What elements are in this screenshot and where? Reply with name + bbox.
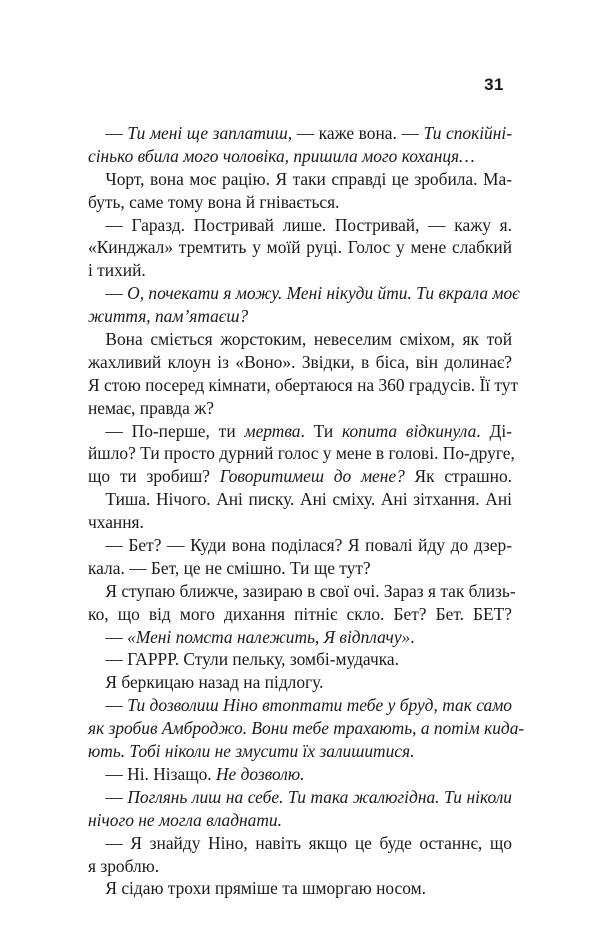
text-segment: Я ступаю ближче, зазираю в свої очі. Зараз я так близь- (105, 580, 516, 601)
text-segment: буть, саме тому вона й гнівається. (88, 191, 340, 212)
text-segment: — каже вона. — (292, 123, 424, 143)
text-line (88, 145, 512, 168)
italic-text-segment: ють. Тобі ніколи не змусити їх залишитися. (88, 741, 415, 762)
text-segment: — (105, 695, 128, 716)
text-line (88, 259, 512, 282)
page-number: 31 (484, 75, 504, 94)
text-line (88, 351, 512, 374)
text-line (88, 236, 512, 259)
text-segment: — (105, 283, 128, 304)
italic-text-segment: Говоритимеш до мене? (219, 466, 405, 487)
text-line (88, 122, 512, 145)
italic-text-segment: О, почекати я можу. Мені нікуди йти. Ти вкрала моє (127, 283, 520, 304)
text-line (88, 305, 512, 328)
text-line (88, 648, 512, 671)
text-segment: ко, що від мого дихання пітніє скло. Бет? Бет. БЕТ? (88, 603, 512, 624)
text-segment: йшло? Ти просто дурний голос у мене в голові. По-друге, (88, 443, 515, 464)
italic-text-segment: життя, пам’ятаєш? (88, 306, 249, 327)
text-line (88, 786, 512, 809)
text-segment: чхання. (88, 512, 144, 533)
text-line (88, 603, 512, 626)
text-segment: кала. — Бет, це не смішно. Ти ще тут? (88, 557, 371, 578)
text-line (88, 740, 512, 763)
text-line (88, 671, 512, 694)
text-segment: Чорт, вона моє рацію. Я таки справді це зробила. Ма- (105, 168, 512, 189)
text-line (88, 580, 516, 603)
text-segment: Тиша. Нічого. Ані писку. Ані сміху. Ані зітхання. Ані (105, 489, 512, 510)
text-segment: — Бет? — Куди вона поділася? Я повалі йду до дзер- (105, 535, 512, 556)
text-line (88, 488, 512, 511)
text-line (88, 694, 512, 717)
text-line (88, 420, 512, 443)
text-line (88, 191, 512, 214)
text-line (88, 534, 512, 557)
text-segment: — Ні. Нізащо. (105, 763, 216, 784)
text-segment: Я стою посеред кімнати, обертаюся на 360 градусів. Її тут (88, 374, 519, 395)
text-line (88, 397, 512, 420)
text-segment: — (105, 123, 128, 143)
text-segment: Як страшно. (404, 466, 513, 487)
text-segment: Я сідаю трохи пряміше та шморгаю носом. (105, 878, 426, 899)
text-line (88, 855, 512, 878)
italic-text-segment: копита відкинула (342, 420, 477, 441)
text-segment: я зроблю. (88, 855, 160, 876)
italic-text-segment: Ти спокійні- (423, 123, 513, 143)
italic-text-segment: нічого не могла владнати. (88, 809, 282, 830)
text-line (88, 832, 512, 855)
text-segment: . Ти (300, 420, 343, 441)
text-line (88, 877, 512, 900)
italic-text-segment: мертва (244, 420, 301, 441)
italic-text-segment: Поглянь лиш на себе. Ти така жалюгідна. Ти ніколи (127, 786, 512, 807)
italic-text-segment: Ти дозволиш Ніно втоптати тебе у бруд, так само (127, 695, 512, 716)
page-body-text (88, 122, 525, 900)
italic-text-segment: як зробив Амброджо. Вони тебе трахають, а потім кида- (88, 718, 525, 739)
text-line (88, 442, 515, 465)
text-line (88, 717, 525, 740)
text-line (88, 511, 512, 534)
text-line (88, 557, 512, 580)
text-segment: — Гаразд. Постривай лише. Постривай, — кажу я. (105, 214, 512, 235)
italic-text-segment: Ти мені ще заплатиш, (127, 123, 293, 143)
text-segment: «Кинджал» тремтить у моїй руці. Голос у мене слабкий (88, 237, 512, 258)
text-line (88, 809, 512, 832)
text-line (88, 763, 512, 786)
text-line (88, 328, 512, 351)
text-segment: — (105, 786, 128, 807)
text-line (88, 465, 512, 488)
text-segment: . (410, 626, 415, 647)
text-segment: — Я знайду Ніно, навіть якщо це буде останнє, що (105, 832, 512, 853)
text-segment: що ти зробиш? (88, 466, 220, 487)
text-segment: Вона сміється жорстоким, невеселим сміхом, як той (105, 329, 512, 350)
italic-text-segment: сінько вбила мого чоловіка, пришила мого коханця… (88, 145, 475, 166)
text-segment: Я беркицаю назад на підлогу. (105, 672, 324, 693)
italic-text-segment: «Мені помста належить, Я відплачу» (127, 626, 411, 647)
text-line (88, 282, 520, 305)
text-line (88, 168, 512, 191)
text-segment: жахливий клоун із «Воно». Звідки, в біса, він долинає? (88, 351, 512, 372)
text-segment: немає, правда ж? (88, 397, 214, 418)
text-segment: — (105, 626, 128, 647)
text-segment: — ГАРРР. Стули пельку, зомбі-мудачка. (105, 649, 399, 670)
text-line (88, 214, 512, 237)
text-line (88, 374, 519, 397)
text-segment: — По-перше, ти (105, 420, 245, 441)
text-segment: . Ді- (476, 420, 512, 441)
text-segment: і тихий. (88, 260, 146, 281)
italic-text-segment: Не дозволю. (215, 763, 305, 784)
text-line (88, 626, 512, 649)
